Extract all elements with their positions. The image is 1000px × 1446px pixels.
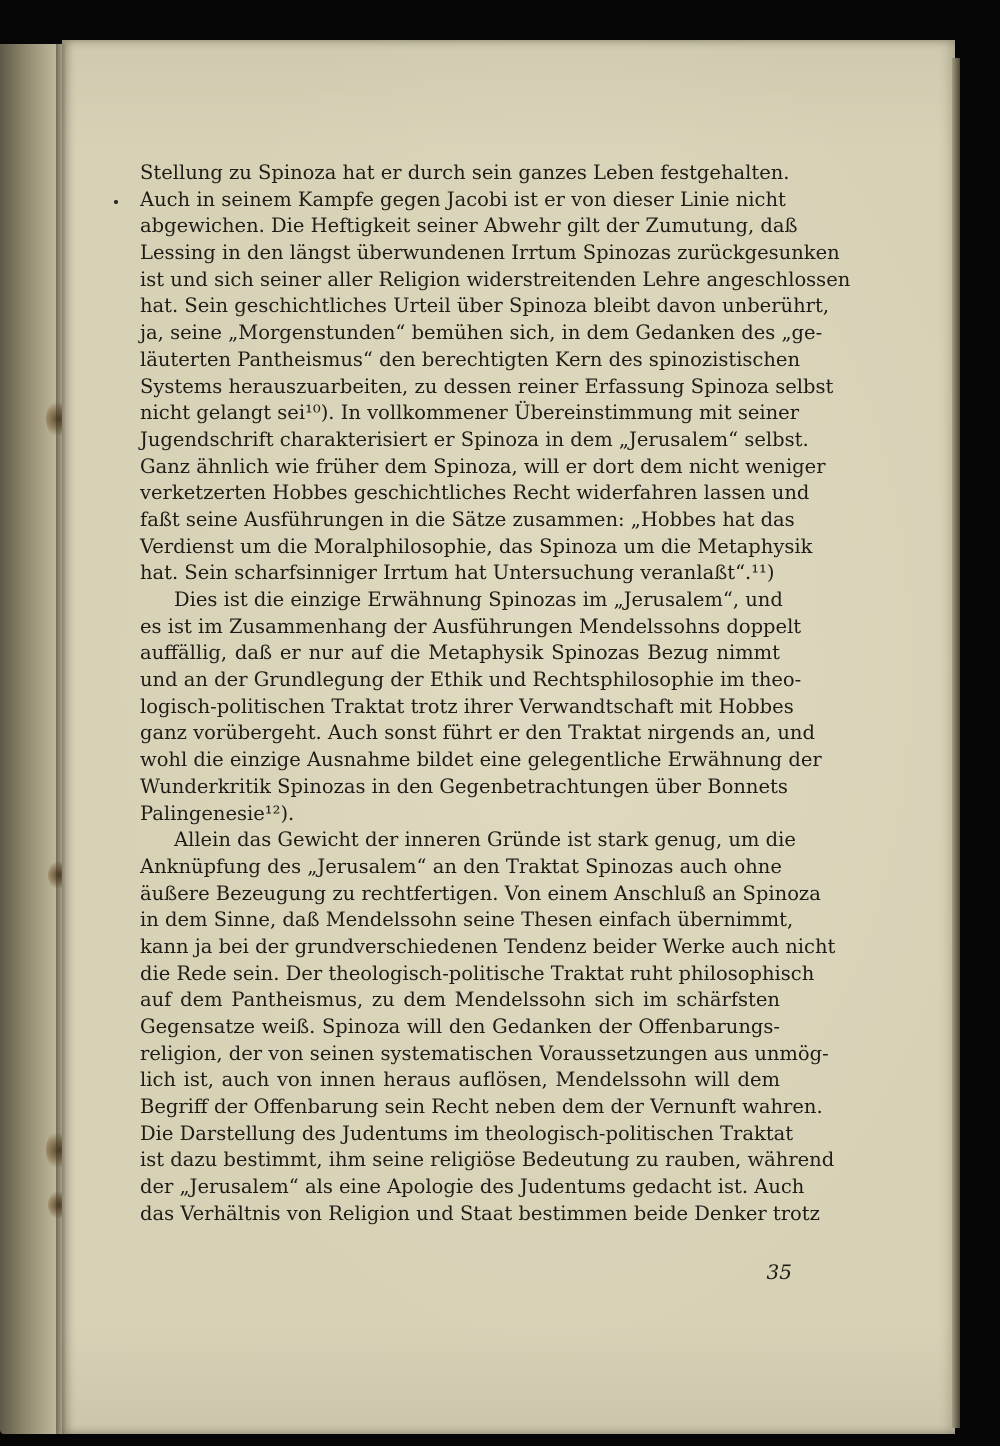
text-line: Dies ist die einzige Erwähnung Spinozas im „Jerusalem“, und xyxy=(174,588,783,611)
text-line: ist dazu bestimmt, ihm seine religiöse Bedeutung zu rauben, während xyxy=(140,1148,835,1172)
text-line: hat. Sein scharfsinniger Irrtum hat Untersuchung veranlaßt“.¹¹) xyxy=(140,561,775,585)
text-line: und an der Grundlegung der Ethik und Rechtsphilosophie im theo- xyxy=(140,668,802,692)
text-line: Lessing in den längst überwundenen Irrtum Spinozas zurückgesunken xyxy=(140,241,840,265)
body-text xyxy=(140,160,851,1228)
text-line: Die Darstellung des Judentums im theologisch-politischen Traktat xyxy=(140,1121,794,1145)
text-line: Stellung zu Spinoza hat er durch sein ganzes Leben festgehalten. xyxy=(140,161,790,184)
text-line: Auch in seinem Kampfe gegen Jacobi ist er von dieser Linie nicht xyxy=(140,187,786,211)
text-line: in dem Sinne, daß Mendelssohn seine Thesen einfach übernimmt, xyxy=(140,908,794,932)
text-line: Allein das Gewicht der inneren Gründe ist stark genug, um die xyxy=(174,828,796,852)
text-line: Palingenesie¹²). xyxy=(140,801,295,825)
text-line: auf dem Pantheismus, zu dem Mendelssohn sich im schärfsten xyxy=(140,988,780,1012)
text-line: läuterten Pantheismus“ den berechtigten Kern des spinozistischen xyxy=(140,347,801,371)
text-line: auffällig, daß er nur auf die Metaphysik Spinozas Bezug nimmt xyxy=(140,641,780,665)
text-line: die Rede sein. Der theologisch-politische Traktat ruht philosophisch xyxy=(140,961,815,985)
text-line: lich ist, auch von innen heraus auflösen, Mendelssohn will dem xyxy=(140,1068,780,1092)
text-line: es ist im Zusammenhang der Ausführungen Mendelssohns doppelt xyxy=(140,614,802,638)
text-line: Jugendschrift charakterisiert er Spinoza in dem „Jerusalem“ selbst. xyxy=(140,427,809,451)
text-line: ja, seine „Morgenstunden“ bemühen sich, in dem Gedanken des „ge- xyxy=(140,321,823,345)
text-line: faßt seine Ausführungen in die Sätze zusammen: „Hobbes hat das xyxy=(140,507,795,531)
text-line: wohl die einzige Ausnahme bildet eine gelegentliche Erwähnung der xyxy=(140,748,822,772)
text-line: nicht gelangt sei¹⁰). In vollkommener Übereinstimmung mit seiner xyxy=(140,401,800,425)
margin-mark xyxy=(114,200,118,204)
text-line: der „Jerusalem“ als eine Apologie des Judentums gedacht ist. Auch xyxy=(140,1175,805,1199)
text-line: kann ja bei der grundverschiedenen Tendenz beider Werke auch nicht xyxy=(140,934,836,958)
text-line: Wunderkritik Spinozas in den Gegenbetrachtungen über Bonnets xyxy=(140,774,788,798)
text-line: Verdienst um die Moralphilosophie, das Spinoza um die Metaphysik xyxy=(140,534,813,558)
text-line: religion, der von seinen systematischen Voraussetzungen aus unmög- xyxy=(140,1041,829,1065)
page-number: 35 xyxy=(766,1260,792,1284)
text-line: verketzerten Hobbes geschichtliches Recht widerfahren lassen und xyxy=(140,481,810,505)
text-line: logisch-politischen Traktat trotz ihrer Verwandtschaft mit Hobbes xyxy=(140,694,794,718)
text-line: Systems herauszuarbeiten, zu dessen reiner Erfassung Spinoza selbst xyxy=(140,374,834,398)
text-line: das Verhältnis von Religion und Staat bestimmen beide Denker trotz xyxy=(140,1201,820,1225)
text-line: Ganz ähnlich wie früher dem Spinoza, will er dort dem nicht weniger xyxy=(140,454,826,478)
text-line: ist und sich seiner aller Religion widerstreitenden Lehre angeschlossen xyxy=(140,267,851,291)
page-gutter xyxy=(56,44,66,1434)
text-line: Gegensatze weiß. Spinoza will den Gedanken der Offenbarungs- xyxy=(140,1015,780,1038)
left-page-edge xyxy=(0,44,64,1434)
text-line: Anknüpfung des „Jerusalem“ an den Traktat Spinozas auch ohne xyxy=(140,854,782,878)
text-line: abgewichen. Die Heftigkeit seiner Abwehr gilt der Zumutung, daß xyxy=(140,214,798,238)
text-line: ganz vorübergeht. Auch sonst führt er den Traktat nirgends an, und xyxy=(140,721,815,745)
text-line: äußere Bezeugung zu rechtfertigen. Von einem Anschluß an Spinoza xyxy=(140,881,821,905)
text-line: Begriff der Offenbarung sein Recht neben dem der Vernunft wahren. xyxy=(140,1095,823,1119)
text-line: hat. Sein geschichtliches Urteil über Spinoza bleibt davon unberührt, xyxy=(140,294,830,318)
right-page-edge xyxy=(952,58,960,1428)
